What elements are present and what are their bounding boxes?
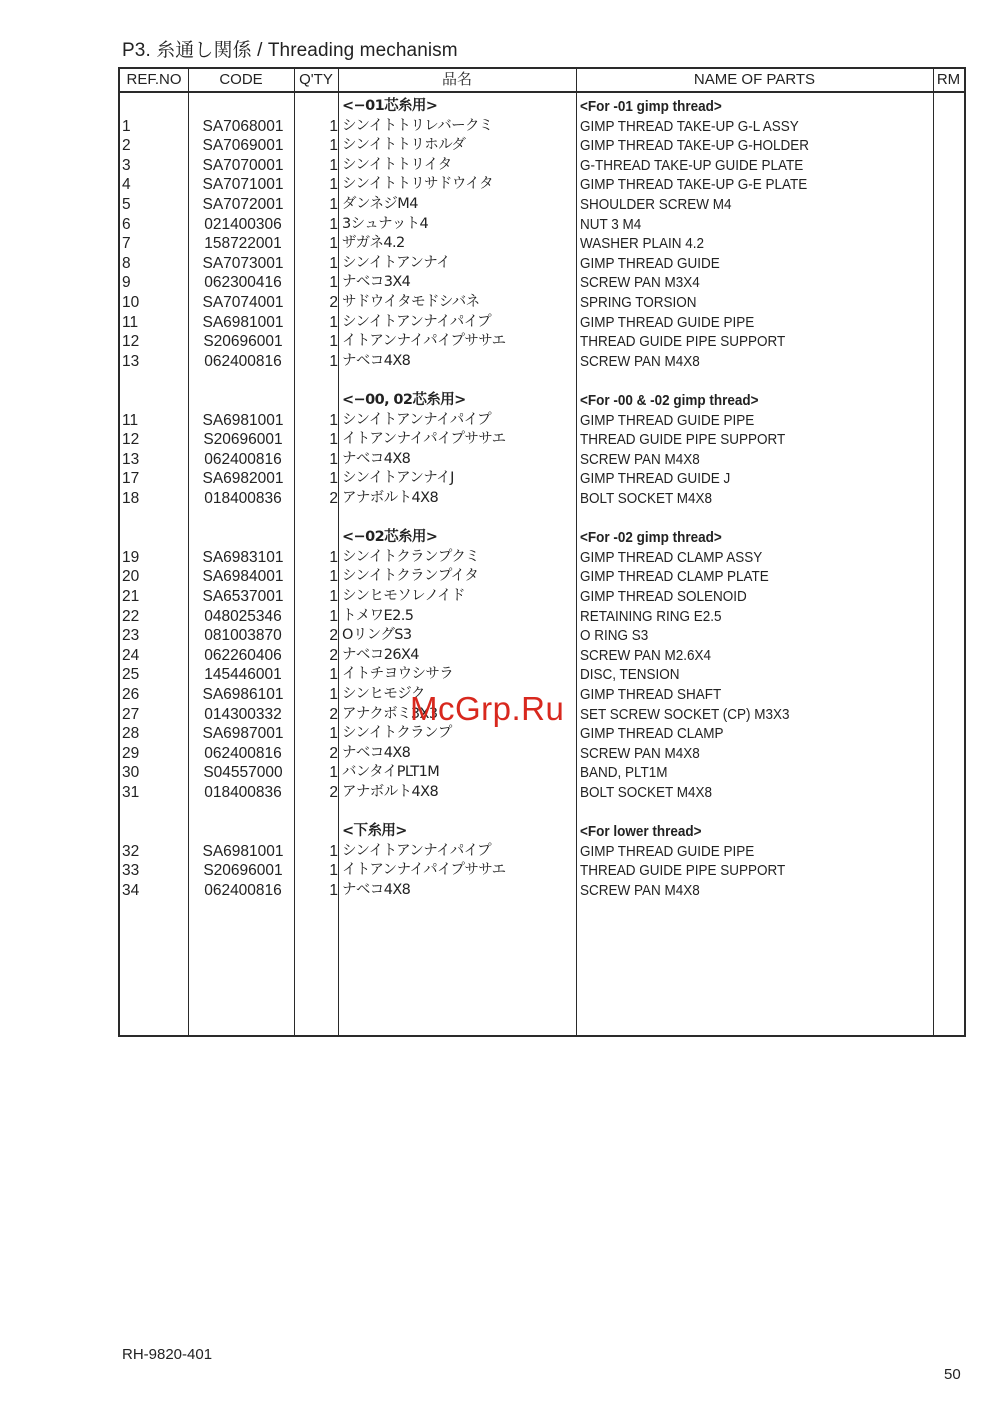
part-name-cell: GIMP THREAD GUIDE PIPE [580, 411, 755, 429]
qty-cell: 2 [329, 744, 338, 762]
part-name-cell: SCREW PAN M4X8 [580, 352, 700, 370]
table-row [120, 548, 964, 568]
page-title: P3. 糸通し関係 / Threading mechanism [122, 40, 458, 61]
blank-row [120, 371, 964, 391]
qty-cell: 1 [329, 156, 338, 174]
ref-no-cell: 7 [122, 235, 131, 253]
part-name-cell: DISC, TENSION [580, 666, 680, 684]
part-name-cell: BOLT SOCKET M4X8 [580, 784, 713, 801]
table-row [120, 195, 964, 215]
code-cell: 021400306 [204, 215, 282, 233]
ref-no-cell: 18 [122, 490, 140, 507]
part-name-cell: GIMP THREAD GUIDE PIPE [580, 313, 755, 331]
ref-no-cell: 22 [122, 607, 140, 625]
ref-no-cell: 11 [122, 411, 139, 429]
ref-no-cell: 29 [122, 744, 140, 762]
document-code: RH-9820-401 [122, 1346, 213, 1363]
header-qty: Q'TY [299, 71, 333, 88]
code-cell: 062260406 [204, 646, 282, 664]
ref-no-cell: 1 [122, 117, 131, 135]
japanese-name-cell: シンイトアンナイパイプ [342, 842, 492, 859]
japanese-name-cell: シンイトアンナイ [342, 254, 451, 271]
part-name-cell: WASHER PLAIN 4.2 [580, 235, 705, 253]
code-cell: SA7074001 [202, 294, 284, 311]
part-name-cell: SPRING TORSION [580, 294, 697, 311]
qty-cell: 1 [329, 411, 338, 429]
ref-no-cell: 32 [122, 842, 140, 860]
part-name-cell: SCREW PAN M4X8 [580, 744, 700, 762]
japanese-name-cell: ナベコ4X8 [342, 744, 411, 761]
ref-no-cell: 26 [122, 686, 140, 703]
code-cell: SA7071001 [202, 176, 284, 194]
japanese-name-cell: <−01芯糸用> [342, 98, 438, 114]
qty-cell: 1 [329, 274, 338, 292]
japanese-name-cell: イトチヨウシサラ [342, 666, 454, 683]
ref-no-cell: 10 [122, 294, 140, 311]
japanese-name-cell: シンイトアンナイパイプ [342, 411, 492, 428]
japanese-name-cell: アナボルト4X8 [342, 490, 439, 506]
section-heading-row [120, 822, 964, 842]
japanese-name-cell: シンヒモソレノイド [342, 588, 465, 604]
table-row [120, 175, 964, 195]
code-cell: 018400836 [204, 490, 282, 507]
watermark: McGrp.Ru [410, 690, 565, 727]
section-heading-row [120, 97, 964, 117]
qty-cell: 1 [329, 686, 338, 703]
table-row [120, 881, 964, 901]
qty-cell: 1 [329, 568, 338, 586]
part-name-cell: <For lower thread> [580, 823, 702, 841]
qty-cell: 1 [329, 548, 338, 566]
code-cell: SA7070001 [202, 156, 284, 174]
japanese-name-cell: シンイトトリサドウイタ [342, 176, 494, 193]
code-cell: SA6987001 [202, 725, 284, 743]
table-row [120, 842, 964, 862]
qty-cell: 1 [329, 137, 338, 155]
ref-no-cell: 30 [122, 764, 140, 782]
qty-cell: 2 [329, 627, 338, 645]
qty-cell: 1 [329, 176, 338, 194]
code-cell: SA7069001 [202, 137, 284, 155]
ref-no-cell: 25 [122, 666, 140, 684]
ref-no-cell: 2 [122, 137, 131, 155]
part-name-cell: SCREW PAN M4X8 [580, 450, 700, 468]
code-cell: 081003870 [204, 627, 282, 645]
qty-cell: 1 [329, 882, 338, 899]
japanese-name-cell: シンイトアンナイJ [342, 470, 454, 487]
code-cell: SA6983101 [202, 548, 284, 566]
code-cell: SA6986101 [202, 686, 284, 703]
code-cell: SA6982001 [202, 470, 284, 488]
part-name-cell: NUT 3 M4 [580, 215, 642, 233]
table-row [120, 567, 964, 587]
part-name-cell: RETAINING RING E2.5 [580, 607, 722, 625]
table-row [120, 273, 964, 293]
japanese-name-cell: シンイトクランプイタ [342, 568, 479, 585]
header-japanese-name: 品名 [441, 71, 472, 88]
qty-cell: 2 [329, 490, 338, 507]
part-name-cell: SCREW PAN M4X8 [580, 882, 700, 899]
header-name-of-parts: NAME OF PARTS [693, 71, 816, 88]
ref-no-cell: 28 [122, 725, 140, 743]
part-name-cell: GIMP THREAD CLAMP PLATE [580, 568, 769, 586]
ref-no-cell: 11 [122, 313, 139, 331]
japanese-name-cell: ナベコ4X8 [342, 882, 411, 898]
part-name-cell: SHOULDER SCREW M4 [580, 196, 732, 213]
qty-cell: 1 [329, 313, 338, 331]
code-cell: 062400816 [204, 744, 282, 762]
header-ref-no: REF.NO [126, 71, 182, 88]
table-header [120, 69, 964, 93]
qty-cell: 1 [329, 235, 338, 253]
table-row [120, 469, 964, 489]
code-cell: 018400836 [204, 784, 282, 801]
ref-no-cell: 5 [122, 196, 131, 213]
code-cell: SA7073001 [202, 254, 284, 272]
japanese-name-cell: イトアンナイパイプササエ [342, 333, 506, 350]
table-row [120, 352, 964, 372]
ref-no-cell: 6 [122, 215, 131, 233]
qty-cell: 2 [329, 294, 338, 311]
part-name-cell: THREAD GUIDE PIPE SUPPORT [580, 862, 786, 880]
japanese-name-cell: シンヒモジク [342, 686, 425, 702]
table-row [120, 117, 964, 137]
qty-cell: 1 [329, 666, 338, 684]
code-cell: SA6981001 [202, 313, 284, 331]
section-heading-row [120, 528, 964, 548]
code-cell: 062400816 [204, 882, 282, 899]
qty-cell: 1 [329, 196, 338, 213]
part-name-cell: O RING S3 [580, 627, 649, 645]
ref-no-cell: 17 [122, 470, 140, 488]
part-name-cell: SCREW PAN M2.6X4 [580, 646, 712, 664]
ref-no-cell: 8 [122, 254, 131, 272]
part-name-cell: GIMP THREAD CLAMP [580, 725, 724, 743]
table-row [120, 665, 964, 685]
table-row [120, 626, 964, 646]
table-row [120, 430, 964, 450]
japanese-name-cell: <下糸用> [342, 823, 407, 840]
ref-no-cell: 33 [122, 862, 140, 880]
japanese-name-cell: 3シュナット4 [342, 215, 429, 232]
ref-no-cell: 3 [122, 156, 131, 174]
ref-no-cell: 12 [122, 333, 140, 351]
japanese-name-cell: <−00, 02芯糸用> [342, 392, 466, 408]
part-name-cell: GIMP THREAD TAKE-UP G-HOLDER [580, 137, 810, 155]
code-cell: SA7068001 [202, 117, 284, 135]
japanese-name-cell: OリングS3 [342, 627, 412, 644]
ref-no-cell: 34 [122, 882, 140, 899]
code-cell: S20696001 [203, 862, 283, 880]
part-name-cell: GIMP THREAD CLAMP ASSY [580, 548, 763, 566]
japanese-name-cell: シンイトトリホルダ [342, 137, 466, 154]
qty-cell: 1 [329, 352, 338, 370]
page-number: 50 [944, 1366, 961, 1383]
code-cell: 062400816 [204, 352, 282, 370]
ref-no-cell: 13 [122, 352, 140, 370]
table-row [120, 156, 964, 176]
japanese-name-cell: ザガネ4.2 [342, 235, 405, 252]
ref-no-cell: 9 [122, 274, 131, 292]
table-row [120, 215, 964, 235]
table-row [120, 861, 964, 881]
code-cell: SA6981001 [202, 842, 284, 860]
code-cell: S04557000 [203, 764, 283, 782]
qty-cell: 1 [329, 215, 338, 233]
ref-no-cell: 19 [122, 548, 140, 566]
section-heading-row [120, 391, 964, 411]
table-row [120, 313, 964, 333]
blank-row [120, 803, 964, 823]
header-code: CODE [219, 71, 263, 88]
japanese-name-cell: イトアンナイパイプササエ [342, 862, 506, 879]
table-row [120, 646, 964, 666]
ref-no-cell: 21 [122, 588, 140, 605]
code-cell: SA6981001 [202, 411, 284, 429]
table-row [120, 234, 964, 254]
ref-no-cell: 13 [122, 450, 140, 468]
japanese-name-cell: トメワE2.5 [342, 607, 414, 624]
qty-cell: 1 [329, 431, 338, 449]
japanese-name-cell: サドウイタモドシバネ [342, 294, 480, 310]
table-row [120, 136, 964, 156]
code-cell: SA6537001 [202, 588, 284, 605]
parts-table [118, 67, 966, 1037]
part-name-cell: GIMP THREAD TAKE-UP G-L ASSY [580, 117, 799, 135]
qty-cell: 1 [329, 117, 338, 135]
japanese-name-cell: シンイトクランプクミ [342, 548, 480, 565]
japanese-name-cell: <−02芯糸用> [342, 529, 438, 546]
japanese-name-cell: アナボルト4X8 [342, 784, 439, 800]
part-name-cell: BOLT SOCKET M4X8 [580, 490, 713, 507]
table-row [120, 783, 964, 803]
table-row [120, 587, 964, 607]
code-cell: SA7072001 [202, 196, 284, 213]
code-cell: S20696001 [203, 431, 283, 449]
part-name-cell: THREAD GUIDE PIPE SUPPORT [580, 431, 786, 449]
code-cell: 062400816 [204, 450, 282, 468]
qty-cell: 1 [329, 862, 338, 880]
part-name-cell: GIMP THREAD GUIDE PIPE [580, 842, 755, 860]
part-name-cell: GIMP THREAD GUIDE J [580, 470, 731, 488]
japanese-name-cell: ナベコ4X8 [342, 450, 411, 467]
qty-cell: 1 [329, 254, 338, 272]
table-row [120, 254, 964, 274]
qty-cell: 1 [329, 333, 338, 351]
japanese-name-cell: イトアンナイパイプササエ [342, 431, 506, 448]
code-cell: S20696001 [203, 333, 283, 351]
code-cell: 145446001 [204, 666, 282, 684]
qty-cell: 1 [329, 470, 338, 488]
table-row [120, 763, 964, 783]
part-name-cell: SCREW PAN M3X4 [580, 274, 700, 292]
ref-no-cell: 20 [122, 568, 140, 586]
ref-no-cell: 4 [122, 176, 131, 194]
japanese-name-cell: ナベコ26X4 [342, 646, 419, 663]
code-cell: 014300332 [204, 705, 282, 723]
table-row [120, 293, 964, 313]
part-name-cell: GIMP THREAD SOLENOID [580, 588, 747, 605]
qty-cell: 2 [329, 784, 338, 801]
part-name-cell: SET SCREW SOCKET (CP) M3X3 [580, 705, 790, 723]
ref-no-cell: 31 [122, 784, 140, 801]
japanese-name-cell: バンタイPLT1M [342, 764, 440, 781]
qty-cell: 1 [329, 450, 338, 468]
table-row [120, 744, 964, 764]
japanese-name-cell: ナベコ3X4 [342, 274, 411, 291]
part-name-cell: GIMP THREAD SHAFT [580, 686, 722, 703]
code-cell: SA6984001 [202, 568, 284, 586]
japanese-name-cell: シンイトトリイタ [342, 156, 452, 173]
qty-cell: 1 [329, 607, 338, 625]
part-name-cell: <For -01 gimp thread> [580, 98, 722, 115]
part-name-cell: GIMP THREAD GUIDE [580, 254, 720, 272]
ref-no-cell: 23 [122, 627, 140, 645]
qty-cell: 1 [329, 588, 338, 605]
ref-no-cell: 12 [122, 431, 140, 449]
japanese-name-cell: ダンネジM4 [342, 196, 418, 212]
code-cell: 158722001 [204, 235, 282, 253]
japanese-name-cell: シンイトクランプ [342, 725, 452, 742]
part-name-cell: <For -00 & -02 gimp thread> [580, 392, 759, 409]
qty-cell: 1 [329, 764, 338, 782]
qty-cell: 1 [329, 725, 338, 743]
table-row [120, 450, 964, 470]
table-row [120, 411, 964, 431]
qty-cell: 2 [329, 705, 338, 723]
part-name-cell: GIMP THREAD TAKE-UP G-E PLATE [580, 176, 808, 194]
part-name-cell: BAND, PLT1M [580, 764, 668, 782]
japanese-name-cell: アナクボミ3X3 [342, 705, 438, 722]
qty-cell: 2 [329, 646, 338, 664]
japanese-name-cell: シンイトアンナイパイプ [342, 313, 492, 330]
header-remarks: RM [936, 71, 961, 88]
table-row [120, 607, 964, 627]
ref-no-cell: 24 [122, 646, 140, 664]
part-name-cell: THREAD GUIDE PIPE SUPPORT [580, 333, 786, 351]
table-row [120, 489, 964, 509]
blank-row [120, 509, 964, 529]
code-cell: 062300416 [204, 274, 282, 292]
part-name-cell: G-THREAD TAKE-UP GUIDE PLATE [580, 156, 804, 174]
ref-no-cell: 27 [122, 705, 140, 723]
part-name-cell: <For -02 gimp thread> [580, 529, 722, 547]
table-row [120, 332, 964, 352]
code-cell: 048025346 [204, 607, 282, 625]
japanese-name-cell: ナベコ4X8 [342, 352, 411, 369]
qty-cell: 1 [329, 842, 338, 860]
japanese-name-cell: シンイトトリレバークミ [342, 117, 493, 134]
